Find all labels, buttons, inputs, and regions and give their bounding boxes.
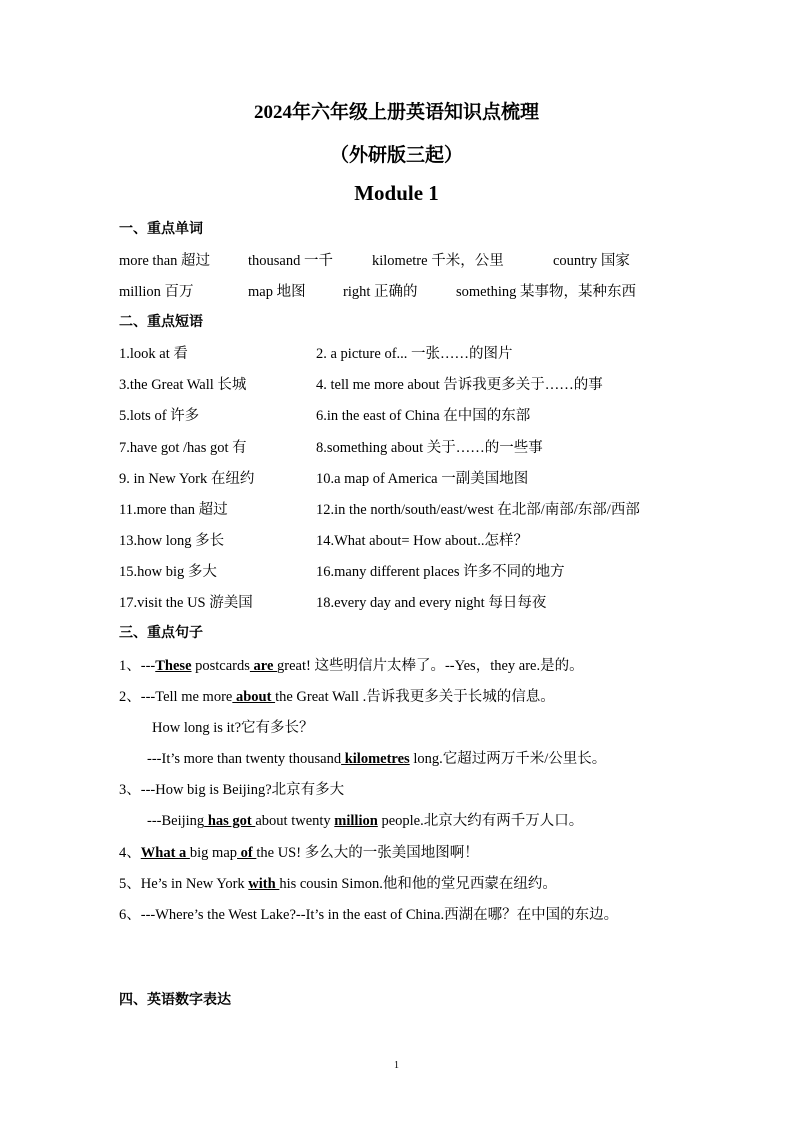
section-heading-numbers: 四、英语数字表达 (119, 992, 231, 1008)
phrase-item: 13.how long 多长 (119, 533, 225, 549)
sentence-4: 4、What a big map of the US! 多么大的一张美国地图啊！ (119, 845, 479, 861)
phrase-item: 17.visit the US 游美国 (119, 595, 253, 611)
document-subtitle: （外研版三起） (329, 145, 463, 166)
phrase-item: 12.in the north/south/east/west 在北部/南部/东部/西部 (316, 502, 640, 518)
sentence-3-answer: ---Beijing has got about twenty million people.北京大约有两千万人口。 (147, 813, 584, 829)
phrase-item: 5.lots of 许多 (119, 408, 200, 424)
section-heading-phrases: 二、重点短语 (119, 314, 203, 330)
sentence-2-question: How long is it?它有多长？ (152, 720, 314, 736)
word-item: more than 超过 (119, 253, 211, 269)
phrase-item: 16.many different places 许多不同的地方 (316, 564, 565, 580)
word-item: kilometre 千米，公里 (372, 253, 504, 269)
underlined-keyword: about (232, 689, 276, 705)
underlined-keyword: What a (140, 845, 190, 861)
phrase-item: 15.how big 多大 (119, 564, 217, 580)
underlined-keyword: of (237, 845, 257, 861)
word-item: right 正确的 (343, 284, 418, 300)
phrase-item: 8.something about 关于……的一些事 (316, 440, 543, 456)
module-heading: Module 1 (354, 181, 439, 205)
phrase-item: 9. in New York 在纽约 (119, 471, 255, 487)
sentence-5: 5、He’s in New York with his cousin Simon.他和他的堂兄西蒙在纽约。 (119, 876, 557, 892)
phrase-item: 18.every day and every night 每日每夜 (316, 595, 547, 611)
underlined-keyword: million (334, 813, 378, 829)
section-heading-words: 一、重点单词 (119, 221, 203, 237)
word-item: thousand 一千 (248, 253, 333, 269)
underlined-keyword: has got (204, 813, 256, 829)
word-item: country 国家 (553, 253, 630, 269)
word-item: map 地图 (248, 284, 306, 300)
phrase-item: 4. tell me more about 告诉我更多关于……的事 (316, 377, 603, 393)
document-title: 2024年六年级上册英语知识点梳理 (253, 102, 539, 123)
section-heading-sentences: 三、重点句子 (119, 625, 203, 641)
phrase-item: 3.the Great Wall 长城 (119, 377, 247, 393)
phrase-item: 6.in the east of China 在中国的东部 (316, 408, 531, 424)
phrase-item: 1.look at 看 (119, 346, 188, 362)
word-item: million 百万 (119, 284, 194, 300)
word-item: something 某事物，某种东西 (456, 284, 637, 300)
sentence-3: 3、---How big is Beijing?北京有多大 (119, 782, 345, 798)
phrase-item: 2. a picture of... 一张……的图片 (316, 346, 513, 362)
sentence-6: 6、---Where’s the West Lake?--It’s in the east of China.西湖在哪？在中国的东边。 (119, 907, 619, 923)
page-number: 1 (394, 1060, 399, 1071)
underlined-keyword: are (249, 658, 278, 674)
underlined-keyword: with (248, 876, 280, 892)
sentence-2-answer: ---It’s more than twenty thousand kilometres long.它超过两万千米/公里长。 (147, 751, 607, 767)
phrase-item: 7.have got /has got 有 (119, 440, 247, 456)
sentence-2: 2、---Tell me more about the Great Wall .告诉我更多关于长城的信息。 (119, 689, 555, 705)
phrase-item: 10.a map of America 一副美国地图 (316, 471, 529, 487)
underlined-keyword: kilometres (341, 751, 410, 767)
phrase-item: 11.more than 超过 (119, 502, 228, 518)
phrase-item: 14.What about= How about..怎样？ (316, 533, 528, 549)
sentence-1: 1、---These postcards are great! 这些明信片太棒了。--Yes，they are.是的。 (119, 658, 584, 674)
underlined-keyword: These (155, 658, 192, 674)
